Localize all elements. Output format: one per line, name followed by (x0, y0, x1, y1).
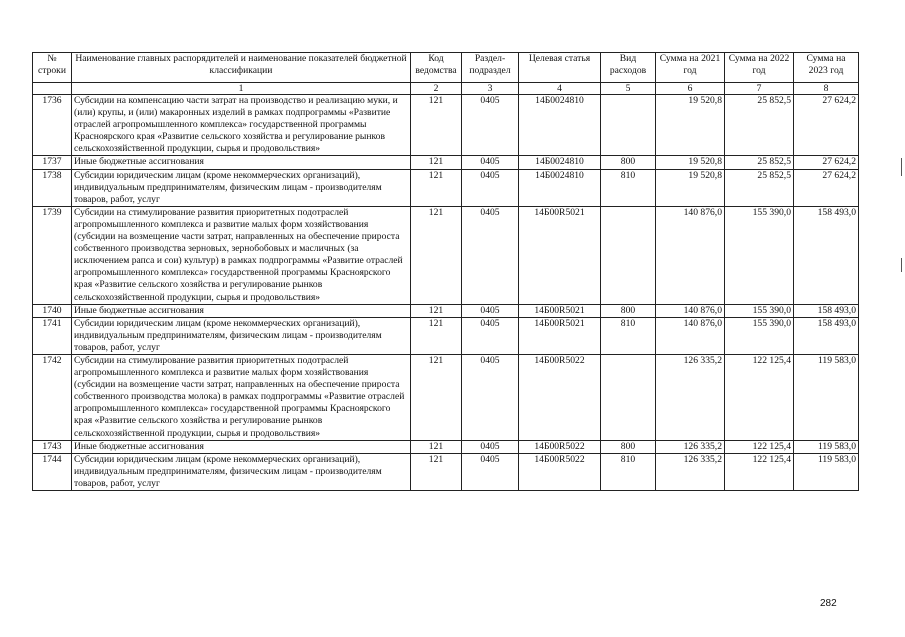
row-section: 0405 (462, 304, 519, 317)
col-number-5: 5 (601, 83, 656, 95)
row-section: 0405 (462, 169, 519, 206)
row-sum-2022: 122 125,4 (725, 453, 794, 490)
row-sum-2023: 158 493,0 (794, 317, 859, 354)
row-expense-type: 800 (601, 440, 656, 453)
header-target-article: Целевая статья (519, 53, 601, 83)
row-name: Субсидии юридическим лицам (кроме некоммерческих организаций), индивидуальным предпринимателям, физическим лицам - производителям товаров, работ, услуг (72, 169, 411, 206)
row-target-article: 14Б00R5022 (519, 453, 601, 490)
budget-table-sheet (32, 52, 858, 491)
table-row (33, 206, 859, 304)
col-number-7: 7 (725, 83, 794, 95)
row-name: Иные бюджетные ассигнования (72, 304, 411, 317)
row-name: Иные бюджетные ассигнования (72, 440, 411, 453)
row-section: 0405 (462, 95, 519, 156)
row-sum-2022: 25 852,5 (725, 156, 794, 169)
page-number: 282 (820, 598, 837, 609)
row-sum-2021: 140 876,0 (656, 206, 725, 304)
table-row (33, 304, 859, 317)
row-section: 0405 (462, 440, 519, 453)
row-name: Иные бюджетные ассигнования (72, 156, 411, 169)
table-row (33, 317, 859, 354)
header-row-number: № строки (33, 53, 72, 83)
row-sum-2023: 27 624,2 (794, 169, 859, 206)
header-sum-2021: Сумма на 2021 год (656, 53, 725, 83)
col-number-4: 4 (519, 83, 601, 95)
header-sum-2023: Сумма на 2023 год (794, 53, 859, 83)
col-number-8: 8 (794, 83, 859, 95)
col-number-6: 6 (656, 83, 725, 95)
row-sum-2022: 25 852,5 (725, 95, 794, 156)
row-dept-code: 121 (411, 206, 462, 304)
row-target-article: 14Б00R5021 (519, 317, 601, 354)
row-sum-2021: 140 876,0 (656, 317, 725, 354)
row-sum-2022: 25 852,5 (725, 169, 794, 206)
row-section: 0405 (462, 206, 519, 304)
row-expense-type (601, 206, 656, 304)
row-number: 1744 (33, 453, 72, 490)
row-target-article: 14Б00R5021 (519, 304, 601, 317)
row-expense-type: 800 (601, 156, 656, 169)
col-number-1: 1 (72, 83, 411, 95)
row-sum-2021: 19 520,8 (656, 95, 725, 156)
row-dept-code: 121 (411, 440, 462, 453)
row-dept-code: 121 (411, 95, 462, 156)
row-sum-2022: 155 390,0 (725, 206, 794, 304)
row-expense-type (601, 354, 656, 440)
margin-mark (901, 258, 902, 272)
table-row (33, 95, 859, 156)
table-row (33, 156, 859, 169)
row-target-article: 14Б00R5021 (519, 206, 601, 304)
row-sum-2022: 155 390,0 (725, 304, 794, 317)
row-number: 1738 (33, 169, 72, 206)
row-sum-2021: 19 520,8 (656, 156, 725, 169)
row-sum-2023: 158 493,0 (794, 206, 859, 304)
row-dept-code: 121 (411, 304, 462, 317)
row-sum-2021: 126 335,2 (656, 354, 725, 440)
header-sum-2022: Сумма на 2022 год (725, 53, 794, 83)
col-number-2: 2 (411, 83, 462, 95)
header-section: Раздел-подраздел (462, 53, 519, 83)
row-sum-2023: 119 583,0 (794, 440, 859, 453)
row-section: 0405 (462, 156, 519, 169)
row-number: 1743 (33, 440, 72, 453)
row-sum-2023: 119 583,0 (794, 354, 859, 440)
row-sum-2021: 126 335,2 (656, 440, 725, 453)
header-row (33, 53, 859, 83)
row-section: 0405 (462, 354, 519, 440)
row-name: Субсидии на компенсацию части затрат на производство и реализацию муки, и (или) крупы, и (или) макаронных изделий в рамках подпрограммы «Развитие отраслей агропромышленного комплекса» государственной программы Красноярского края «Развитие сельского хозяйства и регулирование рынков сельскохозяйственной продукции, сырья и продовольствия» (72, 95, 411, 156)
row-expense-type: 810 (601, 169, 656, 206)
row-sum-2023: 158 493,0 (794, 304, 859, 317)
row-number: 1741 (33, 317, 72, 354)
row-name: Субсидии юридическим лицам (кроме некоммерческих организаций), индивидуальным предпринимателям, физическим лицам - производителям товаров, работ, услуг (72, 453, 411, 490)
row-expense-type: 810 (601, 453, 656, 490)
row-target-article: 14Б0024810 (519, 156, 601, 169)
row-expense-type (601, 95, 656, 156)
table-row (33, 169, 859, 206)
row-sum-2021: 19 520,8 (656, 169, 725, 206)
table-row (33, 453, 859, 490)
header-name: Наименование главных распорядителей и наименование показателей бюджетной классификации (72, 53, 411, 83)
row-sum-2022: 122 125,4 (725, 440, 794, 453)
row-name: Субсидии юридическим лицам (кроме некоммерческих организаций), индивидуальным предпринимателям, физическим лицам - производителям товаров, работ, услуг (72, 317, 411, 354)
row-number: 1740 (33, 304, 72, 317)
col-number-0 (33, 83, 72, 95)
row-number: 1736 (33, 95, 72, 156)
table-row (33, 354, 859, 440)
row-number: 1737 (33, 156, 72, 169)
row-section: 0405 (462, 317, 519, 354)
row-name: Субсидии на стимулирование развития приоритетных подотраслей агропромышленного комплекса и развитие малых форм хозяйствования (субсидии на возмещение части затрат, направленных на обеспечение прироста собственного производства молока) в рамках подпрограммы «Развитие отраслей агропромышленного комплекса» государственной программы Красноярского края «Развитие сельского хозяйства и регулирование рынков сельскохозяйственной продукции, сырья и продовольствия» (72, 354, 411, 440)
table-row (33, 440, 859, 453)
row-target-article: 14Б0024810 (519, 169, 601, 206)
row-dept-code: 121 (411, 317, 462, 354)
row-dept-code: 121 (411, 354, 462, 440)
row-expense-type: 800 (601, 304, 656, 317)
row-sum-2022: 122 125,4 (725, 354, 794, 440)
row-target-article: 14Б00R5022 (519, 354, 601, 440)
row-target-article: 14Б0024810 (519, 95, 601, 156)
row-section: 0405 (462, 453, 519, 490)
row-sum-2022: 155 390,0 (725, 317, 794, 354)
row-expense-type: 810 (601, 317, 656, 354)
row-sum-2023: 27 624,2 (794, 156, 859, 169)
row-dept-code: 121 (411, 453, 462, 490)
row-dept-code: 121 (411, 156, 462, 169)
row-sum-2023: 27 624,2 (794, 95, 859, 156)
row-target-article: 14Б00R5022 (519, 440, 601, 453)
row-number: 1742 (33, 354, 72, 440)
row-sum-2021: 126 335,2 (656, 453, 725, 490)
row-number: 1739 (33, 206, 72, 304)
header-expense-type: Вид расходов (601, 53, 656, 83)
margin-mark (901, 158, 902, 176)
row-name: Субсидии на стимулирование развития приоритетных подотраслей агропромышленного комплекса и развитие малых форм хозяйствования (субсидии на возмещение части затрат, направленных на обеспечение прироста собственного производства зерновых, зернобобовых и масличных (за исключением рапса и сои) культур) в рамках подпрограммы «Развитие отраслей агропромышленного комплекса» государственной программы Красноярского края «Развитие сельского хозяйства и регулирование рынков сельскохозяйственной продукции, сырья и продовольствия» (72, 206, 411, 304)
table-body (33, 95, 859, 491)
row-sum-2021: 140 876,0 (656, 304, 725, 317)
col-number-3: 3 (462, 83, 519, 95)
budget-table (32, 52, 859, 491)
column-number-row (33, 83, 859, 95)
row-dept-code: 121 (411, 169, 462, 206)
row-sum-2023: 119 583,0 (794, 453, 859, 490)
header-dept-code: Код ведомства (411, 53, 462, 83)
